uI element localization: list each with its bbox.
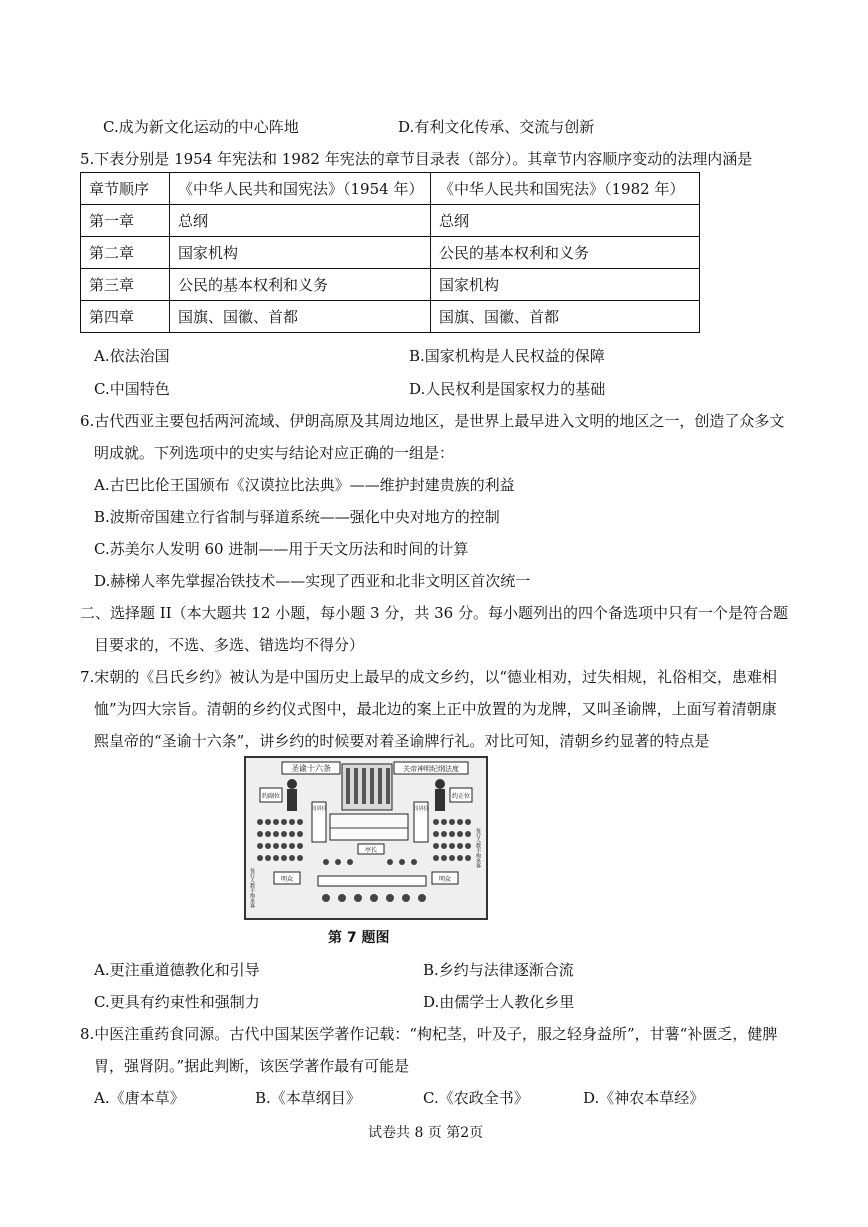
figure-label-top-left: 圣谕十六条 bbox=[291, 764, 331, 773]
section-2-line1: 二、选择题 II（本大题共 12 小题，每小题 3 分，共 36 分。每小题列出的四个备选项中只有一个是符合题 bbox=[80, 604, 788, 622]
table-cell: 国家机构 bbox=[431, 269, 700, 301]
table-header-cell: 章节顺序 bbox=[81, 173, 170, 205]
q8-stem-line2: 胃，强肾阴。”据此判断，该医学著作最有可能是 bbox=[94, 1057, 410, 1075]
q5-option-c: C.中国特色 bbox=[94, 380, 170, 398]
q6-stem-line2: 明成就。下列选项中的史实与结论对应正确的一组是： bbox=[94, 444, 455, 462]
page-footer: 试卷共 8 页 第2页 bbox=[368, 1125, 484, 1141]
table-row bbox=[81, 237, 700, 269]
q6-stem-line1: 6.古代西亚主要包括两河流域、伊朗高原及其周边地区，是世界上最早进入文明的地区之一，创造了众多文 bbox=[80, 412, 785, 430]
xiangyue-ceremony-illustration bbox=[246, 758, 486, 918]
q7-option-a: A.更注重道德教化和引导 bbox=[94, 961, 260, 979]
table-cell: 第二章 bbox=[81, 237, 170, 269]
q4-option-d: D.有利文化传承、交流与创新 bbox=[398, 118, 595, 136]
figure-label-left-seat: 约副位 bbox=[261, 793, 281, 800]
table-row bbox=[81, 205, 700, 237]
q5-option-a: A.依法治国 bbox=[94, 347, 170, 365]
section-2-line2: 目要求的，不选、多选、错选均不得分） bbox=[94, 636, 365, 654]
table-cell: 总纲 bbox=[170, 205, 431, 237]
q8-stem-line1: 8.中医注重药食同源。古代中国某医学著作记载：“枸杞茎，叶及子，服之轻身益所”，甘薯“补匮乏，健脾 bbox=[80, 1025, 778, 1043]
table-cell: 公民的基本权利和义务 bbox=[170, 269, 431, 301]
figure-label-side-right: 每行人数不拘多寡 bbox=[475, 828, 481, 868]
q7-stem-line2: 恤”为四大宗旨。清朝的乡约仪式图中，最北边的案上正中放置的为龙牌，又叫圣谕牌，上面写着清朝康 bbox=[94, 700, 777, 718]
table-cell: 第一章 bbox=[81, 205, 170, 237]
q6-option-c: C.苏美尔人发明 60 进制——用于天文历法和时间的计算 bbox=[94, 540, 469, 558]
q7-stem-line3: 熙皇帝的“圣谕十六条”，讲乡约的时候要对着圣谕牌行礼。对比可知，清朝乡约显著的特点是 bbox=[94, 732, 710, 750]
table-header-row bbox=[81, 173, 700, 205]
figure-label-right-seat: 约正位 bbox=[451, 793, 471, 800]
table-cell: 国旗、国徽、首都 bbox=[431, 301, 700, 333]
figure-label-right-banner: 司讲位 bbox=[413, 806, 429, 812]
q7-stem-line1: 7.宋朝的《吕氏乡约》被认为是中国历史上最早的成文乡约，以“德业相劝，过失相规，礼俗相交，患难相 bbox=[80, 668, 777, 686]
figure-label-left-low: 明众 bbox=[280, 876, 294, 883]
q5-option-b: B.国家机构是人民权益的保障 bbox=[409, 347, 605, 365]
q5-option-d: D.人民权利是国家权力的基础 bbox=[409, 380, 606, 398]
q6-option-a: A.古巴比伦王国颁布《汉谟拉比法典》——维护封建贵族的利益 bbox=[94, 476, 515, 494]
table-cell: 第三章 bbox=[81, 269, 170, 301]
figure-label-top-right: 关帝神明纪纲法度 bbox=[403, 765, 459, 773]
table-cell: 公民的基本权利和义务 bbox=[431, 237, 700, 269]
q7-figure bbox=[244, 756, 488, 920]
figure-label-right-low: 明众 bbox=[438, 876, 452, 883]
table-cell: 国家机构 bbox=[170, 237, 431, 269]
figure-caption: 第 7 题图 bbox=[328, 930, 390, 946]
q7-option-c: C.更具有约束性和强制力 bbox=[94, 993, 260, 1011]
q6-option-d: D.赫梯人率先掌握冶铁技术——实现了西亚和北非文明区首次统一 bbox=[94, 572, 531, 590]
q8-option-c: C.《农政全书》 bbox=[423, 1089, 529, 1107]
q7-option-b: B.乡约与法律逐渐合流 bbox=[423, 961, 574, 979]
figure-label-left-banner: 司讲位 bbox=[311, 806, 327, 812]
q8-option-a: A.《唐本草》 bbox=[94, 1089, 185, 1107]
table-header-cell: 《中华人民共和国宪法》（1982 年） bbox=[431, 173, 700, 205]
constitution-table bbox=[80, 172, 700, 333]
figure-label-center: 亭长 bbox=[364, 847, 378, 854]
q5-stem: 5.下表分别是 1954 年宪法和 1982 年宪法的章节目录表（部分）。其章节内容顺序变动的法理内涵是 bbox=[80, 150, 753, 168]
table-cell: 总纲 bbox=[431, 205, 700, 237]
table-cell: 第四章 bbox=[81, 301, 170, 333]
q8-option-d: D.《神农本草经》 bbox=[583, 1089, 705, 1107]
table-row bbox=[81, 301, 700, 333]
q4-option-c: C.成为新文化运动的中心阵地 bbox=[103, 118, 299, 136]
q6-option-b: B.波斯帝国建立行省制与驿道系统——强化中央对地方的控制 bbox=[94, 508, 500, 526]
figure-label-side-left: 每行人数不拘多寡 bbox=[249, 868, 255, 908]
q7-option-d: D.由儒学士人教化乡里 bbox=[423, 993, 575, 1011]
table-header-cell: 《中华人民共和国宪法》（1954 年） bbox=[170, 173, 431, 205]
table-cell: 国旗、国徽、首都 bbox=[170, 301, 431, 333]
table-row bbox=[81, 269, 700, 301]
q8-option-b: B.《本草纲目》 bbox=[255, 1089, 361, 1107]
